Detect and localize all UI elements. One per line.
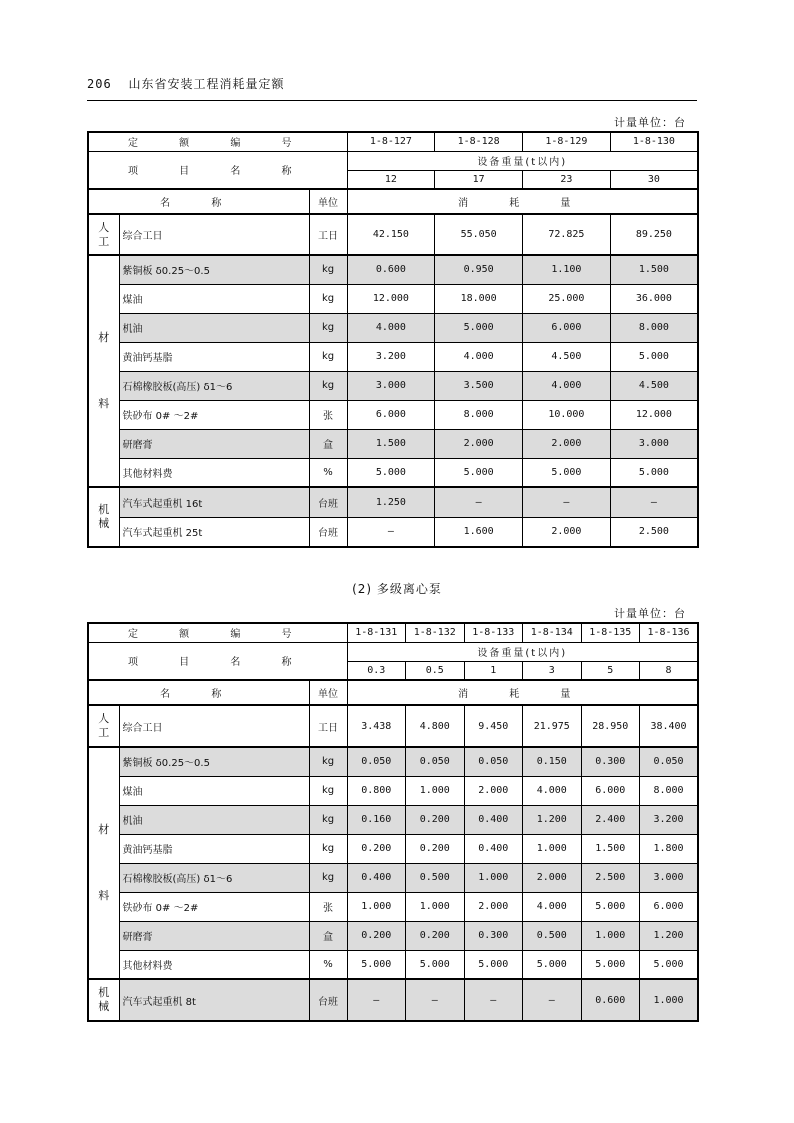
value-cell: 0.400 [347, 863, 406, 892]
value-cell: 1.000 [406, 892, 465, 921]
item-name: 机油 [119, 805, 309, 834]
item-name: 煤油 [119, 284, 309, 313]
category-material-char: 料 [98, 397, 110, 410]
item-unit: 盒 [309, 429, 347, 458]
item-unit: % [309, 458, 347, 487]
weight-label-row [88, 642, 698, 661]
value-cell: 4.500 [523, 342, 611, 371]
value-cell: 38.400 [640, 705, 699, 747]
value-cell: — [435, 487, 523, 517]
item-unit: kg [309, 371, 347, 400]
value-cell: 8.000 [640, 776, 699, 805]
weight-value: 0.5 [406, 661, 465, 680]
value-cell: 0.050 [464, 747, 523, 776]
item-unit: kg [309, 255, 347, 284]
value-cell: 0.050 [640, 747, 699, 776]
item-unit: 台班 [309, 979, 347, 1021]
material-row [88, 255, 698, 284]
value-cell: 1.500 [581, 834, 640, 863]
weight-value: 30 [610, 170, 698, 189]
item-unit: 台班 [309, 487, 347, 517]
quota-code-row [88, 623, 698, 642]
item-unit: kg [309, 863, 347, 892]
item-name: 研磨膏 [119, 429, 309, 458]
item-unit: 张 [309, 400, 347, 429]
material-row [88, 342, 698, 371]
quota-table-1 [87, 131, 699, 548]
item-unit: % [309, 950, 347, 979]
item-unit: 工日 [309, 705, 347, 747]
item-name: 紫铜板 δ0.25～0.5 [119, 747, 309, 776]
item-name: 黄油钙基脂 [119, 342, 309, 371]
material-row [88, 950, 698, 979]
value-cell: 0.300 [581, 747, 640, 776]
value-cell: 4.000 [347, 313, 435, 342]
quota-code: 1-8-135 [581, 623, 640, 642]
item-name: 汽车式起重机 25t [119, 517, 309, 547]
value-cell: 6.000 [640, 892, 699, 921]
quota-code-row [88, 132, 698, 151]
value-cell: — [523, 487, 611, 517]
weight-label: 设备重量(t以内) [347, 642, 698, 661]
value-cell: 2.500 [610, 517, 698, 547]
value-cell: 0.600 [347, 255, 435, 284]
value-cell: 1.600 [435, 517, 523, 547]
material-row [88, 313, 698, 342]
value-cell: 1.100 [523, 255, 611, 284]
value-cell: 0.200 [347, 834, 406, 863]
value-cell: 2.000 [435, 429, 523, 458]
category-labor: 人工 [88, 214, 119, 255]
value-cell: 12.000 [347, 284, 435, 313]
value-cell: 5.000 [581, 950, 640, 979]
value-cell: 1.500 [347, 429, 435, 458]
item-unit: 张 [309, 892, 347, 921]
material-row [88, 863, 698, 892]
value-cell: 36.000 [610, 284, 698, 313]
value-cell: 8.000 [435, 400, 523, 429]
item-name: 研磨膏 [119, 921, 309, 950]
weight-label: 设备重量(t以内) [347, 151, 698, 170]
weight-value: 17 [435, 170, 523, 189]
material-row [88, 747, 698, 776]
labor-row [88, 214, 698, 255]
quota-code: 1-8-134 [523, 623, 582, 642]
material-row [88, 371, 698, 400]
item-unit: kg [309, 805, 347, 834]
value-cell: 0.050 [347, 747, 406, 776]
labor-row [88, 705, 698, 747]
item-name: 铁砂布 0# ～2# [119, 400, 309, 429]
value-cell: 2.000 [523, 517, 611, 547]
table1-unit-note: 计量单位：台 [614, 116, 686, 129]
item-unit: 盒 [309, 921, 347, 950]
quota-code: 1-8-133 [464, 623, 523, 642]
value-cell: 0.150 [523, 747, 582, 776]
value-cell: 2.500 [581, 863, 640, 892]
weight-value: 0.3 [347, 661, 406, 680]
material-row [88, 834, 698, 863]
item-unit: 台班 [309, 517, 347, 547]
value-cell: 4.000 [523, 371, 611, 400]
value-cell: 0.300 [464, 921, 523, 950]
value-cell: 5.000 [610, 342, 698, 371]
value-cell: 5.000 [406, 950, 465, 979]
page-number: 206 [87, 77, 112, 91]
value-cell: 5.000 [347, 458, 435, 487]
value-cell: 0.500 [406, 863, 465, 892]
value-cell: 10.000 [523, 400, 611, 429]
value-cell: 2.000 [523, 863, 582, 892]
item-unit: kg [309, 284, 347, 313]
category-material-char: 料 [98, 889, 110, 902]
value-cell: 3.200 [640, 805, 699, 834]
material-row [88, 805, 698, 834]
quota-code: 1-8-130 [610, 132, 698, 151]
item-name: 铁砂布 0# ～2# [119, 892, 309, 921]
value-cell: 0.800 [347, 776, 406, 805]
item-name: 石棉橡胶板(高压) δ1～6 [119, 863, 309, 892]
category-material [88, 747, 119, 979]
value-cell: — [610, 487, 698, 517]
value-cell: 2.000 [523, 429, 611, 458]
column-header-row [88, 189, 698, 214]
weight-value: 5 [581, 661, 640, 680]
value-cell: — [406, 979, 465, 1021]
quota-table-2 [87, 622, 699, 1022]
value-cell: 5.000 [347, 950, 406, 979]
name-label: 名 称 [88, 680, 309, 705]
value-cell: 0.600 [581, 979, 640, 1021]
value-cell: 4.000 [523, 776, 582, 805]
value-cell: — [523, 979, 582, 1021]
value-cell: 4.000 [523, 892, 582, 921]
quota-code: 1-8-129 [523, 132, 611, 151]
value-cell: 2.400 [581, 805, 640, 834]
material-row [88, 921, 698, 950]
material-row [88, 284, 698, 313]
name-label: 名 称 [88, 189, 309, 214]
value-cell: 1.000 [464, 863, 523, 892]
value-cell: 12.000 [610, 400, 698, 429]
value-cell: 1.000 [406, 776, 465, 805]
value-cell: 9.450 [464, 705, 523, 747]
item-name: 紫铜板 δ0.25～0.5 [119, 255, 309, 284]
value-cell: 2.000 [464, 776, 523, 805]
quota-code: 1-8-127 [347, 132, 435, 151]
value-cell: 1.000 [523, 834, 582, 863]
value-cell: 5.000 [435, 458, 523, 487]
value-cell: — [464, 979, 523, 1021]
value-cell: 0.500 [523, 921, 582, 950]
column-header-row [88, 680, 698, 705]
value-cell: 6.000 [523, 313, 611, 342]
material-row [88, 892, 698, 921]
item-name: 汽车式起重机 16t [119, 487, 309, 517]
value-cell: 3.000 [347, 371, 435, 400]
value-cell: 0.050 [406, 747, 465, 776]
value-cell: 0.950 [435, 255, 523, 284]
weight-value: 8 [640, 661, 699, 680]
material-row [88, 776, 698, 805]
weight-value: 3 [523, 661, 582, 680]
value-cell: 0.400 [464, 805, 523, 834]
item-name: 汽车式起重机 8t [119, 979, 309, 1021]
value-cell: 5.000 [464, 950, 523, 979]
value-cell: 5.000 [435, 313, 523, 342]
header-rule [87, 100, 697, 101]
value-cell: 1.000 [581, 921, 640, 950]
item-unit: kg [309, 747, 347, 776]
machine-row [88, 487, 698, 517]
value-cell: 1.250 [347, 487, 435, 517]
category-material-char: 材 [98, 331, 110, 344]
value-cell: 1.800 [640, 834, 699, 863]
value-cell: 8.000 [610, 313, 698, 342]
book-title: 山东省安装工程消耗量定额 [128, 77, 285, 91]
item-name: 其他材料费 [119, 950, 309, 979]
material-row [88, 400, 698, 429]
value-cell: 21.975 [523, 705, 582, 747]
quota-label: 定 额 编 号 [88, 623, 347, 642]
value-cell: 0.200 [406, 921, 465, 950]
value-cell: 18.000 [435, 284, 523, 313]
category-material-char: 材 [98, 823, 110, 836]
value-cell: 4.000 [435, 342, 523, 371]
value-cell: 6.000 [347, 400, 435, 429]
value-cell: 3.000 [610, 429, 698, 458]
weight-value: 12 [347, 170, 435, 189]
item-unit: kg [309, 342, 347, 371]
value-cell: 5.000 [640, 950, 699, 979]
value-cell: 3.438 [347, 705, 406, 747]
unit-label: 单位 [309, 680, 347, 705]
value-cell: 0.200 [406, 805, 465, 834]
value-cell: 28.950 [581, 705, 640, 747]
item-unit: kg [309, 313, 347, 342]
quota-code: 1-8-132 [406, 623, 465, 642]
page-header [87, 75, 285, 92]
weight-value: 23 [523, 170, 611, 189]
item-name: 综合工日 [119, 705, 309, 747]
section-caption: (2) 多级离心泵 [352, 582, 442, 596]
item-name: 石棉橡胶板(高压) δ1～6 [119, 371, 309, 400]
category-labor: 人工 [88, 705, 119, 747]
item-name: 机油 [119, 313, 309, 342]
value-cell: 42.150 [347, 214, 435, 255]
value-cell: 55.050 [435, 214, 523, 255]
item-unit: kg [309, 834, 347, 863]
machine-row [88, 517, 698, 547]
value-cell: 0.160 [347, 805, 406, 834]
value-cell: 25.000 [523, 284, 611, 313]
value-cell: 0.200 [406, 834, 465, 863]
item-unit: 工日 [309, 214, 347, 255]
consumption-label: 消 耗 量 [347, 680, 698, 705]
value-cell: 1.200 [523, 805, 582, 834]
value-cell: 5.000 [610, 458, 698, 487]
value-cell: 72.825 [523, 214, 611, 255]
value-cell: — [347, 979, 406, 1021]
value-cell: 1.000 [347, 892, 406, 921]
value-cell: 4.500 [610, 371, 698, 400]
category-machine: 机械 [88, 979, 119, 1021]
quota-code: 1-8-136 [640, 623, 699, 642]
category-material [88, 255, 119, 487]
value-cell: 1.500 [610, 255, 698, 284]
quota-code: 1-8-128 [435, 132, 523, 151]
item-name: 黄油钙基脂 [119, 834, 309, 863]
category-machine: 机械 [88, 487, 119, 547]
value-cell: 2.000 [464, 892, 523, 921]
value-cell: — [347, 517, 435, 547]
item-name: 其他材料费 [119, 458, 309, 487]
value-cell: 3.200 [347, 342, 435, 371]
quota-label: 定 额 编 号 [88, 132, 347, 151]
item-name: 综合工日 [119, 214, 309, 255]
value-cell: 3.500 [435, 371, 523, 400]
material-row [88, 458, 698, 487]
consumption-label: 消 耗 量 [347, 189, 698, 214]
value-cell: 5.000 [581, 892, 640, 921]
value-cell: 6.000 [581, 776, 640, 805]
value-cell: 0.200 [347, 921, 406, 950]
item-name: 煤油 [119, 776, 309, 805]
value-cell: 0.400 [464, 834, 523, 863]
quota-code: 1-8-131 [347, 623, 406, 642]
table2-unit-note: 计量单位：台 [614, 607, 686, 620]
item-unit: kg [309, 776, 347, 805]
weight-label-row [88, 151, 698, 170]
value-cell: 5.000 [523, 950, 582, 979]
item-name-label: 项 目 名 称 [88, 642, 347, 680]
item-name-label: 项 目 名 称 [88, 151, 347, 189]
machine-row [88, 979, 698, 1021]
value-cell: 1.200 [640, 921, 699, 950]
value-cell: 4.800 [406, 705, 465, 747]
value-cell: 89.250 [610, 214, 698, 255]
value-cell: 5.000 [523, 458, 611, 487]
value-cell: 3.000 [640, 863, 699, 892]
material-row [88, 429, 698, 458]
unit-label: 单位 [309, 189, 347, 214]
weight-value: 1 [464, 661, 523, 680]
value-cell: 1.000 [640, 979, 699, 1021]
